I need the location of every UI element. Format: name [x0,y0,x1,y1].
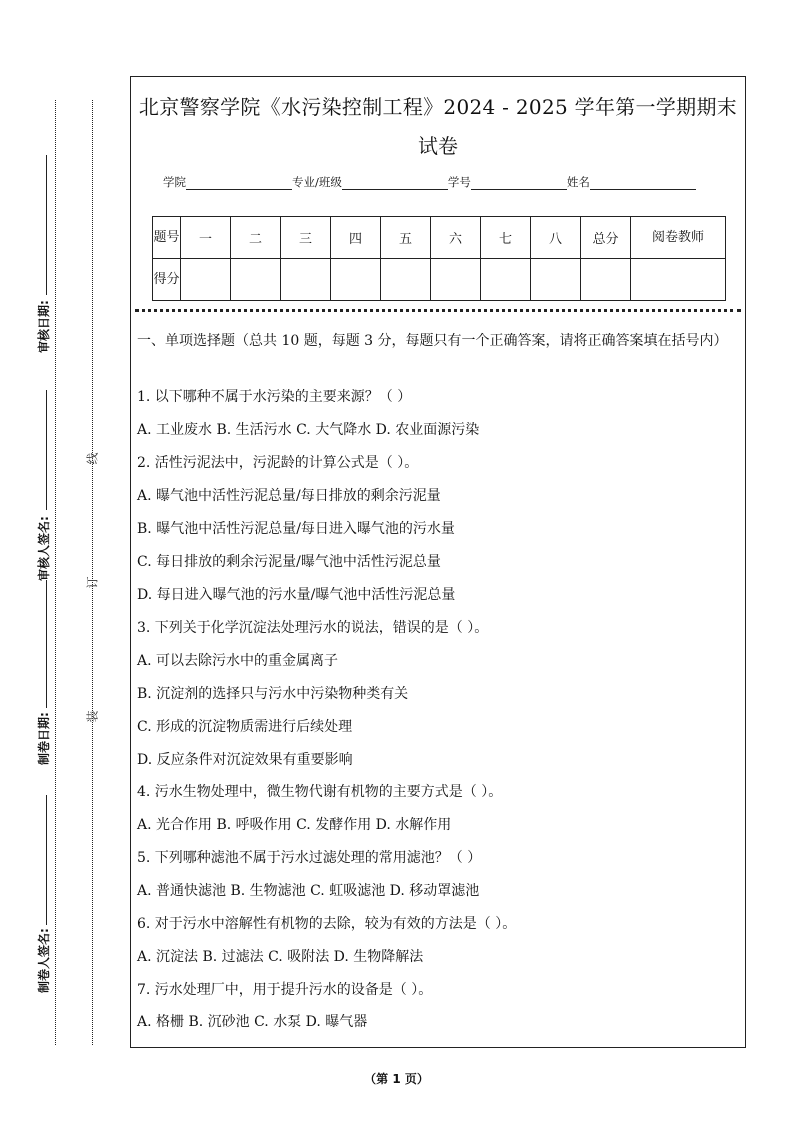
score-cell-grader[interactable] [631,259,726,301]
score-col-header: 三 [281,217,331,259]
major-class-label: 专业/班级 [292,175,342,189]
student-info-row [163,174,723,190]
option-text: A. 可以去除污水中的重金属离子 [137,653,339,669]
score-col-header: 二 [231,217,281,259]
score-cell[interactable] [481,259,531,301]
binding-char-ding: 订 [85,576,100,589]
question-text: 3. 下列关于化学沉淀法处理污水的说法，错误的是（ ）。 [137,620,489,636]
option-text: A. 光合作用 B. 呼吸作用 C. 发酵作用 D. 水解作用 [137,817,452,833]
option-text: C. 形成的沉淀物质需进行后续处理 [137,719,353,735]
college-field[interactable] [186,178,292,190]
score-cell[interactable] [181,259,231,301]
review-date-label: 审核日期: [37,300,51,353]
page-number: （第 1 页） [364,1072,429,1086]
score-cell[interactable] [531,259,581,301]
score-cell[interactable] [281,259,331,301]
score-cell[interactable] [331,259,381,301]
option-text: B. 曝气池中活性污泥总量/每日进入曝气池的污水量 [137,521,455,537]
question-text: 4. 污水生物处理中，微生物代谢有机物的主要方式是（ ）。 [137,784,503,800]
binding-char-zhuang: 装 [85,710,100,723]
binding-dotted-line-outer [55,100,56,1045]
score-col-header-total: 总分 [581,217,631,259]
student-id-label: 学号 [447,175,471,189]
score-col-header: 六 [431,217,481,259]
maker-sign-label: 制卷人签名: [37,928,51,993]
name-label: 姓名 [566,175,590,189]
score-table-header-row [153,217,726,259]
exam-box [130,76,746,1048]
option-text: A. 工业废水 B. 生活污水 C. 大气降水 D. 农业面源污染 [137,422,480,438]
exam-title: 北京警察学院《水污染控制工程》2024 - 2025 学年第一学期期末 [138,95,738,119]
major-class-field[interactable] [342,178,448,190]
score-cell[interactable] [431,259,481,301]
option-text: A. 普通快滤池 B. 生物滤池 C. 虹吸滤池 D. 移动罩滤池 [137,883,480,899]
score-col-header: 五 [381,217,431,259]
question-text: 5. 下列哪种滤池不属于污水过滤处理的常用滤池？（ ） [137,850,482,866]
name-field[interactable] [590,178,696,190]
binding-char-line: 线 [85,452,100,465]
score-col-header-grader: 阅卷教师 [631,217,726,259]
option-text: A. 格栅 B. 沉砂池 C. 水泵 D. 曝气器 [137,1014,368,1030]
college-label: 学院 [163,175,186,189]
make-date-blank[interactable] [46,580,47,708]
option-text: D. 反应条件对沉淀效果有重要影响 [137,752,353,768]
option-text: B. 沉淀剂的选择只与污水中污染物种类有关 [137,686,409,702]
question-text: 7. 污水处理厂中，用于提升污水的设备是（ ）。 [137,982,433,998]
score-cell[interactable] [381,259,431,301]
score-col-header: 八 [531,217,581,259]
question-text: 6. 对于污水中溶解性有机物的去除，较为有效的方法是（ ）。 [137,916,517,932]
question-text: 2. 活性污泥法中，污泥龄的计算公式是（ ）。 [137,455,419,471]
review-date-blank[interactable] [46,155,47,295]
score-cell-total[interactable] [581,259,631,301]
maker-sign-blank[interactable] [46,795,47,925]
option-text: C. 每日排放的剩余污泥量/曝气池中活性污泥总量 [137,554,441,570]
score-table [152,216,726,301]
student-id-field[interactable] [471,178,567,190]
question-text: 1. 以下哪种不属于水污染的主要来源？（ ） [137,389,412,405]
score-table-row1-label: 题号 [153,217,181,259]
score-col-header: 七 [481,217,531,259]
reviewer-sign-blank[interactable] [46,390,47,510]
reviewer-sign-label: 审核人签名: [37,516,51,581]
binding-dotted-line-inner [92,100,93,1045]
section-heading: 一、单项选择题（总共 10 题，每题 3 分，每题只有一个正确答案，请将正确答案填在括号内） [137,333,728,349]
option-text: A. 沉淀法 B. 过滤法 C. 吸附法 D. 生物降解法 [137,949,424,965]
option-text: D. 每日进入曝气池的污水量/曝气池中活性污泥总量 [137,587,456,603]
make-date-label: 制卷日期: [37,712,51,765]
score-col-header: 一 [181,217,231,259]
score-col-header: 四 [331,217,381,259]
score-table-score-row [153,259,726,301]
dotted-separator [135,309,741,312]
option-text: A. 曝气池中活性污泥总量/每日排放的剩余污泥量 [137,488,441,504]
score-table-row2-label: 得分 [153,259,181,301]
score-cell[interactable] [231,259,281,301]
exam-title-continued: 试卷 [418,134,458,158]
